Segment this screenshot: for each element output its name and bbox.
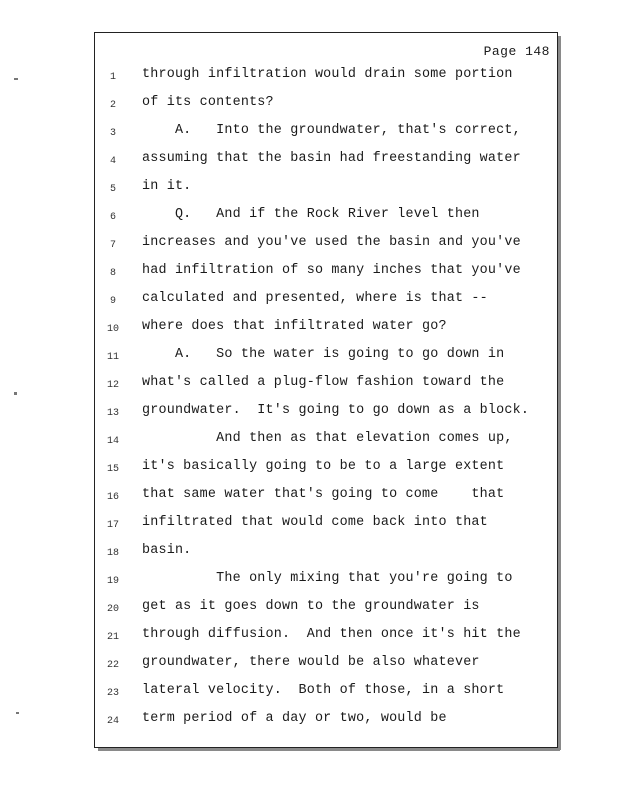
line-number: 20 bbox=[106, 604, 119, 615]
transcript-line bbox=[100, 459, 550, 479]
scan-speck bbox=[14, 78, 18, 80]
line-text: lateral velocity. Both of those, in a short bbox=[142, 683, 505, 698]
line-number: 1 bbox=[109, 72, 116, 83]
transcript-line bbox=[100, 599, 550, 619]
line-text: term period of a day or two, would be bbox=[142, 711, 447, 726]
line-text: what's called a plug-flow fashion toward the bbox=[142, 375, 505, 390]
transcript-line bbox=[100, 291, 550, 311]
transcript-line bbox=[100, 431, 550, 451]
line-number: 5 bbox=[109, 184, 116, 195]
transcript-line bbox=[100, 207, 550, 227]
line-text: groundwater. It's going to go down as a block. bbox=[142, 403, 530, 418]
line-text: groundwater, there would be also whatever bbox=[142, 655, 480, 670]
line-number: 11 bbox=[106, 352, 119, 363]
transcript-line bbox=[100, 67, 550, 87]
line-number: 14 bbox=[106, 436, 119, 447]
scan-speck bbox=[14, 392, 17, 395]
line-number: 17 bbox=[106, 520, 119, 531]
line-text: had infiltration of so many inches that you've bbox=[142, 263, 521, 278]
line-number: 8 bbox=[109, 268, 116, 279]
line-number: 2 bbox=[109, 100, 116, 111]
transcript-line bbox=[100, 403, 550, 423]
page-shadow-bottom bbox=[98, 748, 560, 751]
line-text: The only mixing that you're going to bbox=[142, 571, 513, 586]
transcript-line bbox=[100, 711, 550, 731]
transcript-line bbox=[100, 123, 550, 143]
line-text: assuming that the basin had freestanding water bbox=[142, 151, 521, 166]
transcript-line bbox=[100, 515, 550, 535]
line-number: 15 bbox=[106, 464, 119, 475]
line-text: A. Into the groundwater, that's correct, bbox=[142, 123, 521, 138]
line-text: through infiltration would drain some portion bbox=[142, 67, 513, 82]
line-number: 24 bbox=[106, 716, 119, 727]
transcript-line bbox=[100, 319, 550, 339]
line-number: 6 bbox=[109, 212, 116, 223]
transcript-line bbox=[100, 683, 550, 703]
transcript-line bbox=[100, 235, 550, 255]
line-number: 10 bbox=[106, 324, 119, 335]
line-text: A. So the water is going to go down in bbox=[142, 347, 505, 362]
line-text: in it. bbox=[142, 179, 192, 194]
line-number: 22 bbox=[106, 660, 119, 671]
line-text: it's basically going to be to a large extent bbox=[142, 459, 505, 474]
line-number: 23 bbox=[106, 688, 119, 699]
line-number: 3 bbox=[109, 128, 116, 139]
transcript-line bbox=[100, 487, 550, 507]
line-number: 4 bbox=[109, 156, 116, 167]
transcript-line bbox=[100, 655, 550, 675]
line-text: Q. And if the Rock River level then bbox=[142, 207, 480, 222]
transcript-line bbox=[100, 375, 550, 395]
line-number: 12 bbox=[106, 380, 119, 391]
line-text: basin. bbox=[142, 543, 192, 558]
transcript-line bbox=[100, 263, 550, 283]
page-number: Page 148 bbox=[483, 44, 550, 59]
page-shadow-right bbox=[558, 36, 561, 750]
transcript-line bbox=[100, 347, 550, 367]
transcript-line bbox=[100, 179, 550, 199]
transcript-line bbox=[100, 571, 550, 591]
line-number: 9 bbox=[109, 296, 116, 307]
line-text: where does that infiltrated water go? bbox=[142, 319, 447, 334]
line-number: 18 bbox=[106, 548, 119, 559]
line-number: 21 bbox=[106, 632, 119, 643]
transcript-line bbox=[100, 627, 550, 647]
line-number: 7 bbox=[109, 240, 116, 251]
line-text: calculated and presented, where is that -- bbox=[142, 291, 488, 306]
transcript-line bbox=[100, 543, 550, 563]
line-text: that same water that's going to come that bbox=[142, 487, 505, 502]
line-number: 16 bbox=[106, 492, 119, 503]
line-text: get as it goes down to the groundwater is bbox=[142, 599, 480, 614]
line-text: of its contents? bbox=[142, 95, 274, 110]
transcript-line bbox=[100, 95, 550, 115]
line-number: 13 bbox=[106, 408, 119, 419]
transcript-line bbox=[100, 151, 550, 171]
line-text: infiltrated that would come back into that bbox=[142, 515, 488, 530]
line-number: 19 bbox=[106, 576, 119, 587]
line-text: increases and you've used the basin and you've bbox=[142, 235, 521, 250]
scan-speck bbox=[16, 712, 19, 714]
line-text: And then as that elevation comes up, bbox=[142, 431, 513, 446]
line-text: through diffusion. And then once it's hit the bbox=[142, 627, 521, 642]
